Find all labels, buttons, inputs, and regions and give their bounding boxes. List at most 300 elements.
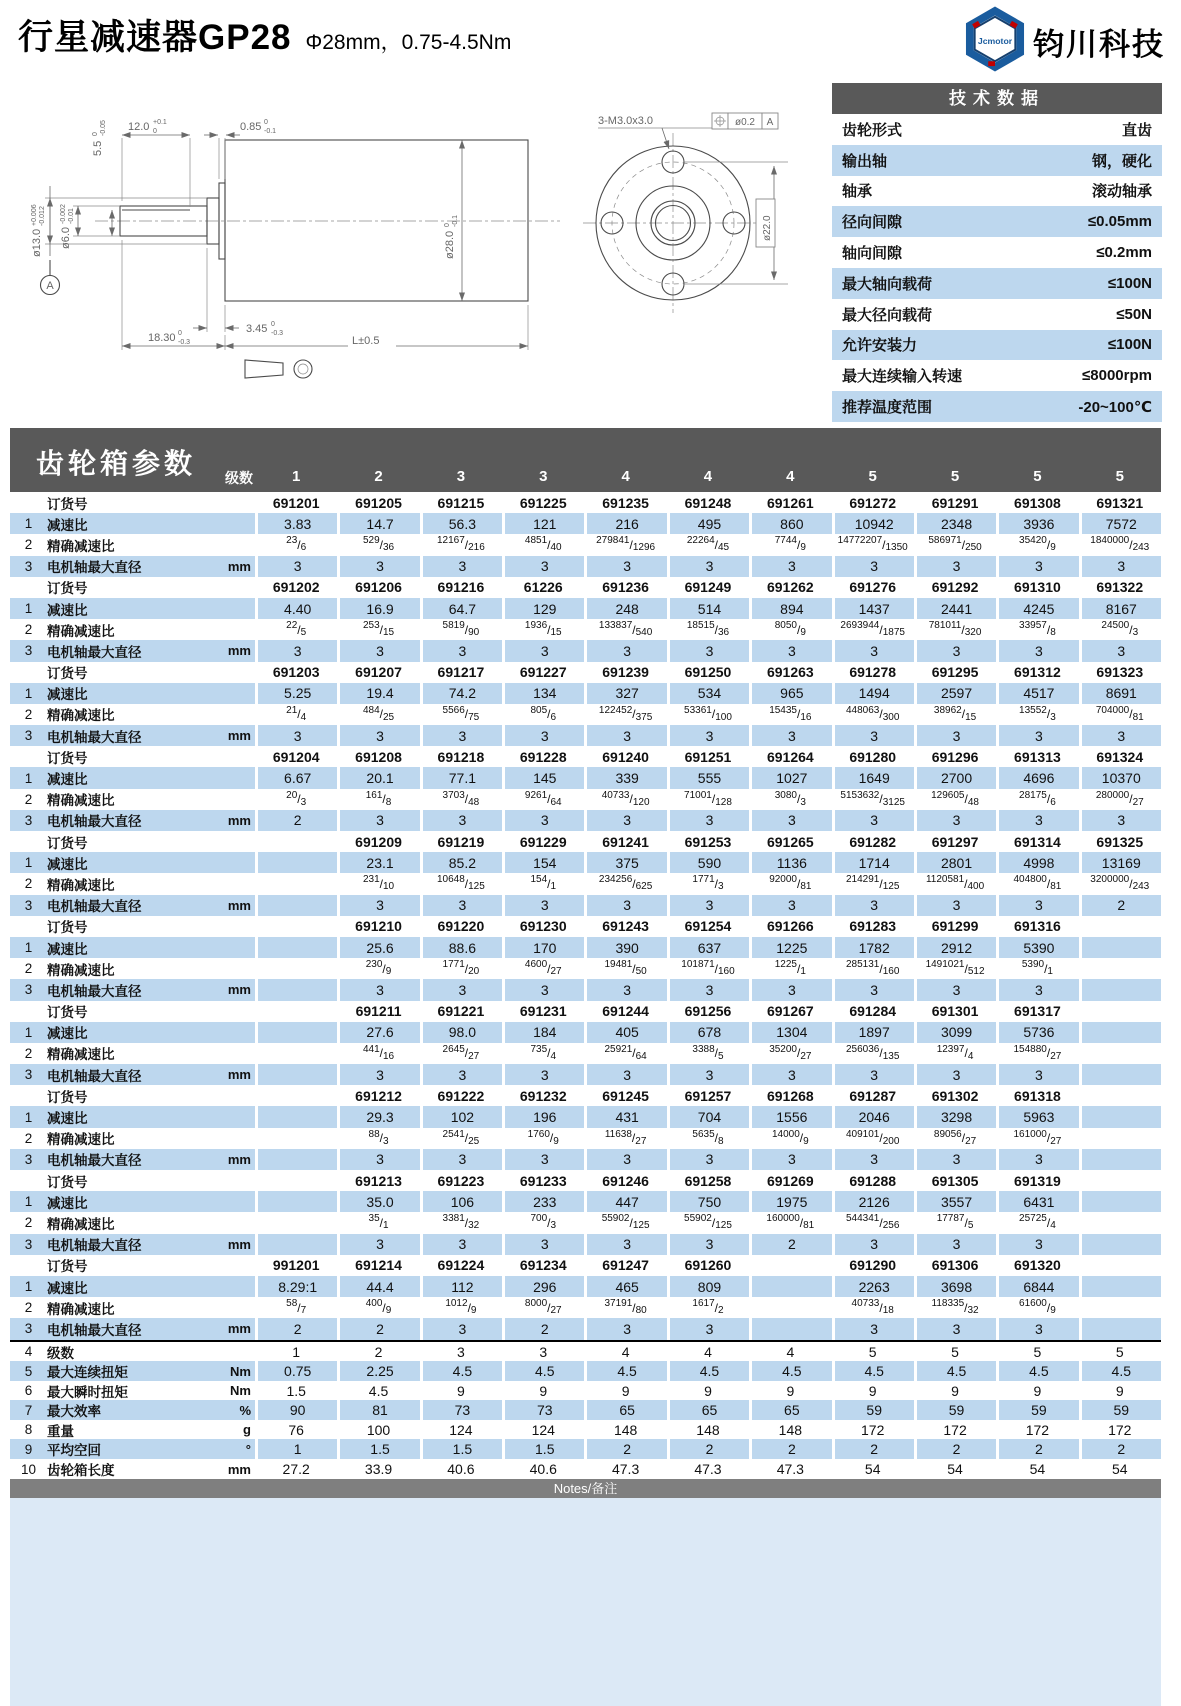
table-cell: 691264 <box>766 748 814 765</box>
row-number: 1 <box>10 1106 47 1127</box>
row-unit: mm <box>205 725 255 746</box>
table-cell: 1.5 <box>502 1439 584 1459</box>
table-row <box>10 1043 1161 1064</box>
table-cell: 0.75 <box>255 1361 337 1381</box>
table-cell: 10370 <box>1079 767 1161 788</box>
table-cell: 691248 <box>684 494 732 511</box>
table-cell: 3 <box>502 1064 584 1085</box>
table-cell <box>255 1106 337 1127</box>
table-cell: 3 <box>667 810 749 831</box>
table-cell: 991201 <box>272 1257 320 1274</box>
table-cell: 9 <box>539 1382 548 1399</box>
table-cell: 231 / 10 <box>362 874 395 893</box>
table-cell: 678 <box>667 1022 749 1043</box>
row-number: 8 <box>24 1422 33 1438</box>
table-cell: 691227 <box>519 664 567 681</box>
table-cell: 3 <box>832 640 914 661</box>
table-row <box>10 746 1161 767</box>
table-cell: 3 <box>584 979 666 1000</box>
table-cell: 65 <box>667 1400 749 1420</box>
table-cell: 102 <box>420 1106 502 1127</box>
table-cell: 280000 / 27 <box>1095 789 1144 808</box>
table-cell: 465 <box>584 1276 666 1297</box>
table-cell: 4696 <box>996 767 1078 788</box>
dim-flat-depth-sub: -0.05 <box>100 120 107 136</box>
tech-row-value: ≤0.05mm <box>1087 213 1152 231</box>
table-cell: 691284 <box>849 1003 897 1020</box>
row-number: 3 <box>10 979 47 1000</box>
table-cell: 77.1 <box>420 767 502 788</box>
tech-row-value: -20~100℃ <box>1078 398 1152 416</box>
row-number <box>10 1170 47 1191</box>
stage-number: 1 <box>292 468 301 485</box>
table-cell: 3381 / 32 <box>442 1213 480 1232</box>
table-cell: 586971 / 250 <box>928 535 982 554</box>
table-cell: 9 <box>951 1382 959 1399</box>
table-cell: 54 <box>1029 1461 1046 1478</box>
tech-row-value: ≤50N <box>1116 305 1152 323</box>
row-number <box>10 746 47 767</box>
row-unit: mm <box>205 1064 255 1085</box>
dim-body-diameter: ø28.0 <box>444 230 456 259</box>
table-cell: 691320 <box>1014 1257 1061 1274</box>
table-cell: 3 <box>457 1343 465 1360</box>
table-cell: 112 <box>420 1276 502 1297</box>
tech-row-label: 最大连续输入转速 <box>842 368 963 386</box>
dim-body-diameter-sub: -0.1 <box>452 214 459 227</box>
row-number <box>10 577 47 598</box>
row-unit <box>205 1043 255 1064</box>
table-cell: 2541 / 25 <box>442 1128 480 1147</box>
table-cell: 74.2 <box>420 683 502 704</box>
row-label: 电机轴最大直径 <box>47 1234 205 1255</box>
row-unit <box>205 534 255 555</box>
table-cell: 3 <box>996 1234 1078 1255</box>
table-cell: 1012 / 9 <box>445 1298 477 1317</box>
table-cell: 25725 / 4 <box>1019 1213 1056 1232</box>
table-cell: 691209 <box>355 833 402 850</box>
table-cell: 3 <box>584 1234 666 1255</box>
table-row <box>10 1001 1161 1022</box>
table-cell: 691265 <box>766 833 814 850</box>
table-cell: 5390 <box>996 937 1078 958</box>
table-cell: 3 <box>996 556 1078 577</box>
table-cell: 2 <box>374 1343 383 1360</box>
table-cell: 9 <box>457 1382 465 1399</box>
table-cell: 691204 <box>272 748 320 765</box>
tech-row-label: 轴向间隙 <box>842 245 903 263</box>
row-unit <box>205 1342 255 1362</box>
table-cell: 691321 <box>1096 494 1144 511</box>
table-row <box>10 1149 1161 1170</box>
table-cell: 691266 <box>766 918 814 935</box>
table-cell: 1771 / 3 <box>692 874 724 893</box>
table-cell <box>255 1064 337 1085</box>
table-cell: 3 <box>255 640 337 661</box>
table-cell: 1617 / 2 <box>692 1298 724 1317</box>
datum-reference: A <box>766 117 774 128</box>
table-cell: 4.5 <box>420 1361 502 1381</box>
row-label: 减速比 <box>47 1276 205 1297</box>
table-cell: 101871 / 160 <box>681 959 735 978</box>
table-cell: 59 <box>1079 1400 1161 1420</box>
table-cell: 2597 <box>914 683 996 704</box>
table-cell: 495 <box>667 513 749 534</box>
table-cell: 58 / 7 <box>286 1298 307 1317</box>
table-cell: 637 <box>667 937 749 958</box>
table-cell: 691301 <box>931 1003 979 1020</box>
stage-row <box>10 468 1161 488</box>
stage-number: 4 <box>703 468 713 485</box>
tech-row-value: ≤8000rpm <box>1082 367 1152 385</box>
row-number: 1 <box>10 852 47 873</box>
row-number: 2 <box>24 622 33 638</box>
table-cell: 3 <box>255 556 337 577</box>
table-cell: 5 <box>868 1343 877 1360</box>
table-cell <box>255 1128 337 1149</box>
table-cell: 3 <box>337 1064 419 1085</box>
tech-row-value: ≤100N <box>1107 274 1152 292</box>
table-row <box>10 619 1161 640</box>
table-cell: 691253 <box>684 833 732 850</box>
table-cell: 704 <box>667 1106 749 1127</box>
row-label: 订货号 <box>47 1005 88 1021</box>
table-cell: 691203 <box>272 664 320 681</box>
dim-step-sup: 0 <box>271 321 275 328</box>
table-cell: 59 <box>914 1400 996 1420</box>
row-number: 2 <box>24 706 33 722</box>
row-unit <box>205 492 255 513</box>
row-label: 订货号 <box>47 835 88 851</box>
table-row <box>10 1234 1161 1255</box>
table-cell: 691222 <box>437 1087 485 1104</box>
table-row <box>10 1400 1161 1420</box>
dim-flat-length-sub: 0 <box>153 128 157 135</box>
table-cell: 441 / 16 <box>362 1043 395 1062</box>
table-cell: 3 <box>832 1318 914 1339</box>
table-cell: 3 <box>914 725 996 746</box>
row-number <box>10 662 47 683</box>
page-title: 行星减速器GP28 <box>18 18 292 57</box>
row-number: 1 <box>10 1191 47 1212</box>
table-cell: 3 <box>420 1234 502 1255</box>
table-cell: 691324 <box>1096 748 1144 765</box>
table-cell: 3 <box>667 640 749 661</box>
table-cell: 37191 / 80 <box>604 1298 647 1317</box>
table-cell: 100 <box>366 1421 391 1438</box>
table-cell: 9261 / 64 <box>524 789 562 808</box>
table-cell: 3 <box>337 895 419 916</box>
table-cell: 106 <box>420 1191 502 1212</box>
table-cell: 5 <box>1033 1343 1042 1360</box>
table-cell: 65 <box>584 1400 666 1420</box>
table-cell: 29.3 <box>337 1106 419 1127</box>
row-label: 精确减速比 <box>47 708 115 724</box>
table-cell: 3 <box>996 1064 1078 1085</box>
table-cell: 691210 <box>355 918 402 935</box>
pinion-symbol <box>245 360 283 378</box>
table-cell: 1782 <box>832 937 914 958</box>
row-unit <box>205 619 255 640</box>
table-cell: 691213 <box>355 1172 402 1189</box>
row-label: 减速比 <box>47 1022 205 1043</box>
table-cell: 3 <box>337 640 419 661</box>
table-cell: 47.3 <box>611 1461 640 1478</box>
tech-data-row <box>832 237 1162 268</box>
table-cell: 40733 / 120 <box>601 789 650 808</box>
table-cell: 2.25 <box>337 1361 419 1381</box>
table-cell: 59 <box>996 1400 1078 1420</box>
table-cell: 3 <box>914 979 996 1000</box>
table-cell: 1.5 <box>337 1439 419 1459</box>
table-cell: 534 <box>667 683 749 704</box>
table-row <box>10 492 1161 513</box>
tech-row-value: ≤0.2mm <box>1096 244 1152 262</box>
row-number: 3 <box>10 1149 47 1170</box>
table-cell <box>1079 1318 1161 1339</box>
tech-data-row <box>832 391 1162 422</box>
table-cell: 691233 <box>519 1172 567 1189</box>
table-cell: 90 <box>255 1400 337 1420</box>
header <box>18 10 511 60</box>
table-cell: 98.0 <box>420 1022 502 1043</box>
row-unit <box>205 1106 255 1127</box>
dim-front-length-sub: -0.3 <box>178 339 191 346</box>
stage-number: 3 <box>539 468 548 485</box>
row-number <box>10 1001 47 1022</box>
table-cell: 2 <box>584 1439 666 1459</box>
table-cell: 33957 / 8 <box>1019 620 1056 639</box>
table-cell: 148 <box>778 1421 803 1438</box>
row-number: 3 <box>10 640 47 661</box>
row-label: 最大瞬时扭矩 <box>47 1384 128 1400</box>
table-cell: 2 <box>749 1439 831 1459</box>
table-row <box>10 513 1161 534</box>
table-cell: 3 <box>667 1318 749 1339</box>
table-cell: 3 <box>996 640 1078 661</box>
table-cell: 3 <box>420 895 502 916</box>
tech-data-row <box>832 330 1162 361</box>
table-row <box>10 979 1161 1000</box>
table-cell: 691232 <box>519 1087 567 1104</box>
table-cell <box>1079 1085 1161 1106</box>
table-cell: 691251 <box>684 748 732 765</box>
tech-row-label: 允许安装力 <box>842 337 918 355</box>
dim-total-length: L±0.5 <box>352 335 380 347</box>
table-cell: 7744 / 9 <box>774 535 806 554</box>
dim-shaft-diameter-sub: -0.01 <box>68 208 75 224</box>
table-cell: 691256 <box>684 1003 732 1020</box>
table-cell: 233 <box>502 1191 584 1212</box>
row-unit <box>205 1022 255 1043</box>
table-cell: 3200000 / 243 <box>1090 874 1150 893</box>
technical-drawing <box>0 83 800 428</box>
table-cell: 64.7 <box>420 598 502 619</box>
table-cell: 3 <box>667 1149 749 1170</box>
table-cell: 6.67 <box>255 767 337 788</box>
table-cell: 124 <box>531 1421 555 1438</box>
table-cell: 253 / 15 <box>362 620 395 639</box>
row-label: 精确减速比 <box>47 1301 115 1317</box>
tech-data-row <box>832 206 1162 237</box>
table-cell <box>255 1170 337 1191</box>
row-label: 电机轴最大直径 <box>47 979 205 1000</box>
table-cell: 3080 / 3 <box>774 789 806 808</box>
table-cell: 54 <box>947 1461 963 1478</box>
table-cell: 691325 <box>1096 833 1144 850</box>
table-cell: 691312 <box>1014 664 1061 681</box>
table-cell: 35420 / 9 <box>1019 535 1056 554</box>
table-cell: 691208 <box>355 748 402 765</box>
table-cell: 691305 <box>931 1172 979 1189</box>
row-number: 3 <box>10 810 47 831</box>
table-cell <box>1079 1043 1161 1064</box>
table-cell: 9 <box>868 1382 877 1399</box>
brand-logo <box>965 6 1165 77</box>
row-unit <box>205 789 255 810</box>
table-cell: 691250 <box>684 664 732 681</box>
table-cell: 3 <box>996 725 1078 746</box>
table-cell: 3 <box>914 895 996 916</box>
table-cell: 4.5 <box>1079 1361 1161 1381</box>
table-cell: 234256 / 625 <box>598 874 653 893</box>
table-cell: 691234 <box>519 1257 567 1274</box>
stage-number: 5 <box>1115 468 1124 485</box>
tech-row-label: 最大轴向载荷 <box>842 275 933 293</box>
row-unit <box>205 598 255 619</box>
dim-step: 3.45 <box>246 323 268 335</box>
row-label: 电机轴最大直径 <box>47 1149 205 1170</box>
table-cell: 24500 / 3 <box>1101 620 1139 639</box>
table-cell: 25.6 <box>337 937 419 958</box>
table-cell: 27.6 <box>337 1022 419 1043</box>
row-label: 减速比 <box>47 683 205 704</box>
table-cell: 691290 <box>849 1257 897 1274</box>
table-cell: 296 <box>502 1276 584 1297</box>
row-number: 2 <box>24 1215 33 1231</box>
table-cell <box>255 1043 337 1064</box>
table-cell: 23.1 <box>337 852 419 873</box>
stage-number: 4 <box>786 468 795 485</box>
table-row <box>10 810 1161 831</box>
table-cell: 3 <box>420 640 502 661</box>
row-number: 1 <box>10 937 47 958</box>
table-cell: 448063 / 300 <box>845 704 900 723</box>
table-cell: 691206 <box>355 579 402 596</box>
table-cell: 3 <box>832 1234 914 1255</box>
dim-front-length-sup: 0 <box>178 330 182 337</box>
table-cell: 3 <box>749 979 831 1000</box>
row-unit <box>205 916 255 937</box>
row-number: 3 <box>10 1234 47 1255</box>
table-cell: 47.3 <box>694 1461 722 1478</box>
table-cell: 3 <box>996 1149 1078 1170</box>
tech-row-label: 轴承 <box>842 183 873 201</box>
table-cell: 10648 / 125 <box>436 874 485 893</box>
notes-area <box>10 1498 1161 1706</box>
table-cell: 809 <box>667 1276 749 1297</box>
table-row <box>10 1128 1161 1149</box>
table-cell: 8050 / 9 <box>774 620 806 639</box>
table-cell: 3 <box>502 725 584 746</box>
row-number: 3 <box>10 725 47 746</box>
table-cell: 2441 <box>914 598 996 619</box>
table-cell: 148 <box>696 1421 720 1438</box>
table-cell: 691292 <box>931 579 979 596</box>
table-cell: 375 <box>584 852 666 873</box>
row-unit: Nm <box>205 1361 255 1381</box>
table-cell: 71001 / 128 <box>684 789 732 808</box>
table-cell: 196 <box>502 1106 584 1127</box>
row-number: 1 <box>10 598 47 619</box>
table-cell: 3 <box>502 1234 584 1255</box>
table-cell <box>255 895 337 916</box>
row-unit <box>205 767 255 788</box>
row-number: 3 <box>10 1064 47 1085</box>
table-cell: 691235 <box>602 494 649 511</box>
table-cell: 81 <box>337 1400 419 1420</box>
table-cell: 9 <box>621 1382 630 1399</box>
table-row <box>10 725 1161 746</box>
table-cell: 2645 / 27 <box>442 1043 480 1062</box>
table-cell: 514 <box>667 598 749 619</box>
notes-title: Notes/备注 <box>10 1479 1161 1498</box>
table-cell: 88.6 <box>420 937 502 958</box>
row-label: 电机轴最大直径 <box>47 725 205 746</box>
table-cell: 3 <box>749 725 831 746</box>
row-unit: mm <box>205 1149 255 1170</box>
table-row <box>10 1340 1161 1362</box>
hexagon-logo-icon <box>965 6 1025 77</box>
table-cell: 172 <box>861 1421 885 1438</box>
table-cell: 3 <box>502 810 584 831</box>
table-cell: 3557 <box>914 1191 996 1212</box>
table-cell: 691249 <box>684 579 732 596</box>
table-cell: 2 <box>1079 895 1161 916</box>
table-cell: 3 <box>584 725 666 746</box>
table-row <box>10 767 1161 788</box>
table-cell <box>1079 1001 1161 1022</box>
table-cell: 2 <box>337 1318 419 1339</box>
row-number: 1 <box>10 1022 47 1043</box>
table-cell: 3 <box>749 810 831 831</box>
table-cell: 691246 <box>602 1172 649 1189</box>
row-number: 3 <box>10 895 47 916</box>
row-label: 最大效率 <box>47 1400 205 1420</box>
table-row <box>10 1106 1161 1127</box>
row-number: 3 <box>10 1318 47 1339</box>
table-cell: 5635 / 8 <box>692 1128 724 1147</box>
table-cell: 4.5 <box>914 1361 996 1381</box>
dim-pilot-diameter-sub: -0.012 <box>39 206 46 226</box>
table-cell: 3 <box>1079 556 1161 577</box>
row-label: 精确减速比 <box>47 793 115 809</box>
table-row <box>10 1022 1161 1043</box>
table-cell: 3 <box>832 1149 914 1170</box>
row-unit: g <box>243 1422 251 1438</box>
row-number: 1 <box>10 767 47 788</box>
row-label: 订货号 <box>47 666 88 682</box>
table-cell: 3 <box>502 640 584 661</box>
table-cell: 133837 / 540 <box>598 620 653 639</box>
table-row <box>10 1420 1161 1440</box>
row-number <box>10 831 47 852</box>
row-label: 减速比 <box>47 852 205 873</box>
row-unit <box>205 1191 255 1212</box>
table-cell: 3 <box>420 979 502 1000</box>
dim-step-sub: -0.3 <box>271 330 284 337</box>
table-row <box>10 1085 1161 1106</box>
